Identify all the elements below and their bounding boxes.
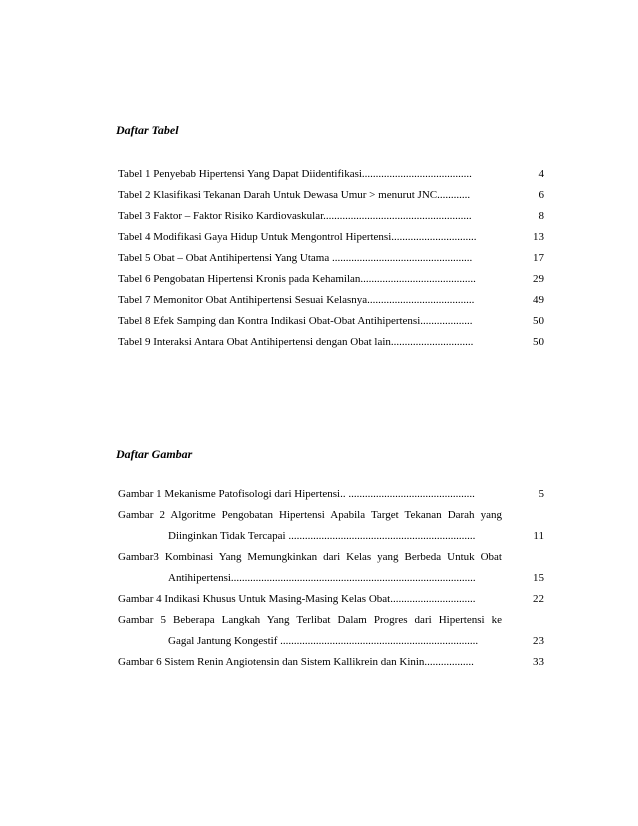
table-entry [118, 287, 544, 308]
table-entry [118, 203, 544, 224]
table-entry-text: Tabel 5 Obat – Obat Antihipertensi Yang Utama ................................................... [118, 252, 473, 264]
table-entry [118, 266, 544, 287]
figure-entry-text: Gambar 2 Algoritme Pengobatan Hipertensi Apabila Target Tekanan Darah yang [118, 509, 502, 521]
figure-entry-text-continued: Gagal Jantung Kongestif ........................................................................ [168, 635, 479, 647]
table-entry-page: 49 [533, 294, 544, 306]
figure-entry [118, 586, 544, 607]
figure-entry [118, 481, 544, 502]
table-entry [118, 224, 544, 245]
table-entry-text: Tabel 7 Memonitor Obat Antihipertensi Sesuai Kelasnya....................................... [118, 294, 475, 306]
figure-entry-text: Gambar3 Kombinasi Yang Memungkinkan dari Kelas yang Berbeda Untuk Obat [118, 551, 502, 563]
figure-entry-page: 23 [533, 635, 544, 647]
figure-entry-text: Gambar 1 Mekanisme Patofisologi dari Hipertensi.. .............................................. [118, 488, 475, 500]
table-entry-page: 50 [533, 315, 544, 327]
figure-entry-text: Gambar 6 Sistem Renin Angiotensin dan Sistem Kallikrein dan Kinin.................. [118, 656, 474, 668]
figure-entry-page: 33 [533, 656, 544, 668]
table-entry-text: Tabel 4 Modifikasi Gaya Hidup Untuk Mengontrol Hipertensi............................... [118, 231, 477, 243]
figure-entry-page: 11 [533, 530, 544, 542]
tables-section-title: Daftar Tabel [116, 123, 179, 137]
figure-entry-text: Gambar 4 Indikasi Khusus Untuk Masing-Masing Kelas Obat............................... [118, 593, 476, 605]
figure-entry-text: Gambar 5 Beberapa Langkah Yang Terlibat Dalam Progres dari Hipertensi ke [118, 614, 502, 626]
table-entry-text: Tabel 1 Penyebab Hipertensi Yang Dapat Diidentifikasi........................................ [118, 168, 472, 180]
table-entry [118, 245, 544, 266]
table-entry-page: 13 [533, 231, 544, 243]
table-entry-page: 17 [533, 252, 544, 264]
figure-entry-text-continued: Diinginkan Tidak Tercapai .................................................................... [168, 530, 476, 542]
table-entry-page: 8 [538, 210, 544, 222]
table-entry [118, 329, 544, 350]
figures-list [118, 481, 544, 670]
figure-entry [118, 649, 544, 670]
figure-entry [118, 544, 544, 586]
figure-entry-page: 22 [533, 593, 544, 605]
figure-entry-page: 5 [538, 488, 544, 500]
table-entry [118, 161, 544, 182]
table-entry-page: 29 [533, 273, 544, 285]
table-entry-text: Tabel 9 Interaksi Antara Obat Antihipertensi dengan Obat lain.............................. [118, 336, 474, 348]
table-entry-page: 50 [533, 336, 544, 348]
table-entry-page: 4 [538, 168, 544, 180]
figure-entry [118, 607, 544, 649]
table-entry-text: Tabel 2 Klasifikasi Tekanan Darah Untuk Dewasa Umur > menurut JNC............ [118, 189, 471, 201]
tables-list [118, 161, 544, 350]
figure-entry [118, 502, 544, 544]
table-entry-page: 6 [538, 189, 544, 201]
figures-section-title: Daftar Gambar [116, 447, 193, 461]
table-entry [118, 182, 544, 203]
table-entry [118, 308, 544, 329]
figure-entry-text-continued: Antihipertensi......................................................................................... [168, 572, 476, 584]
table-entry-text: Tabel 8 Efek Samping dan Kontra Indikasi Obat-Obat Antihipertensi................... [118, 315, 473, 327]
table-entry-text: Tabel 6 Pengobatan Hipertensi Kronis pada Kehamilan.......................................... [118, 273, 476, 285]
table-entry-text: Tabel 3 Faktor – Faktor Risiko Kardiovaskular...................................................... [118, 210, 472, 222]
figure-entry-page: 15 [533, 572, 544, 584]
